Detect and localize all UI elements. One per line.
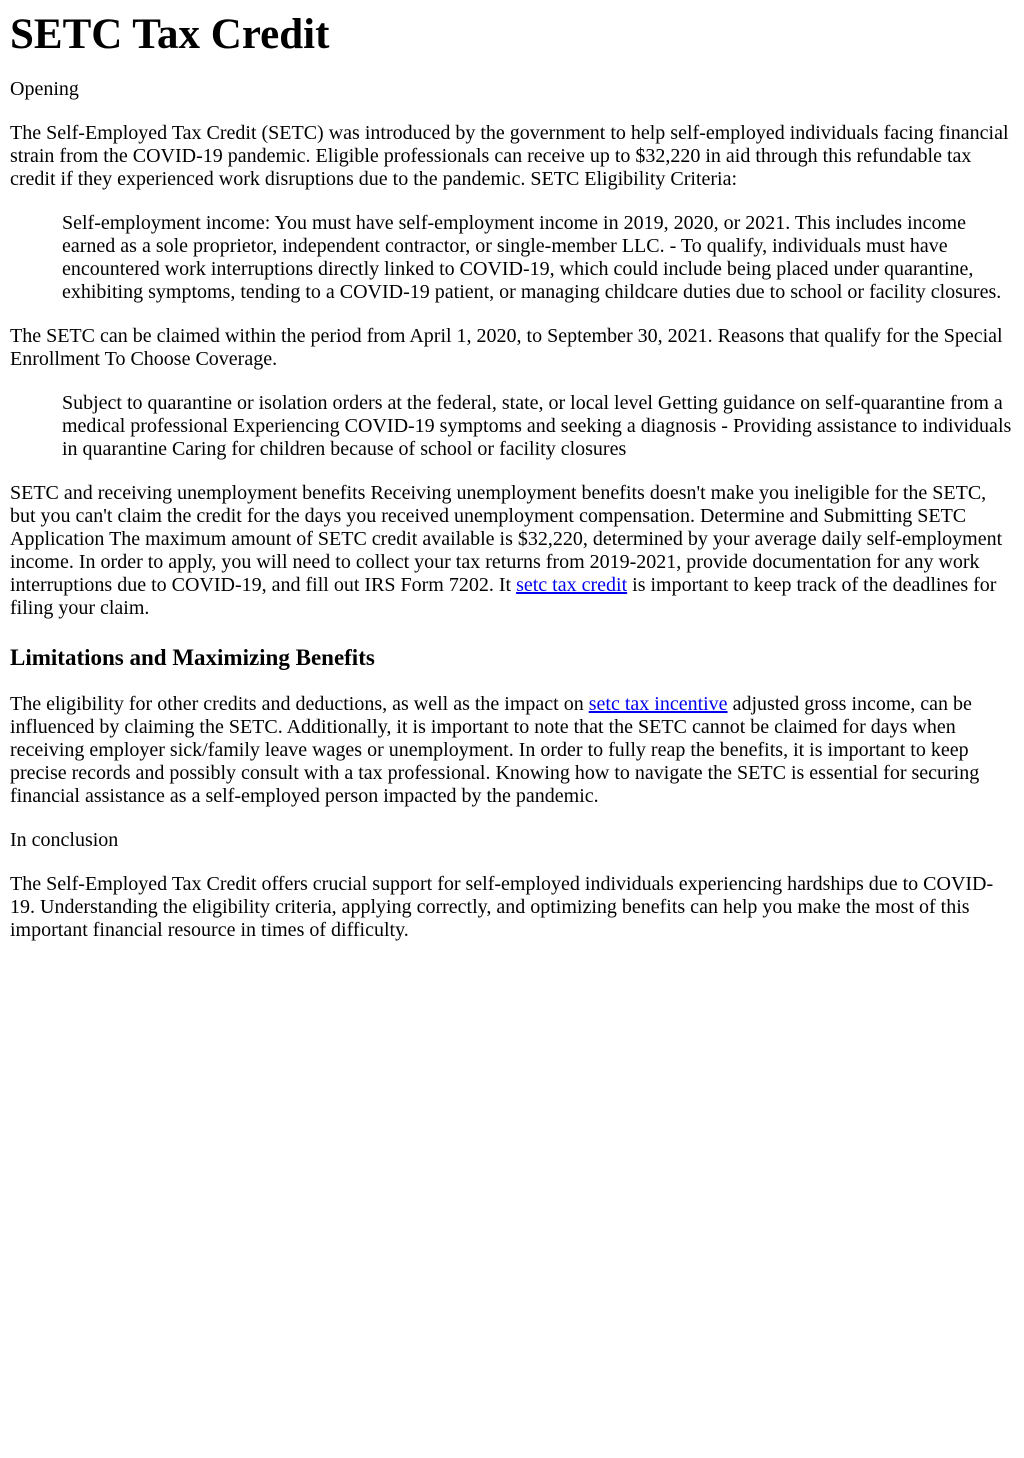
setc-tax-incentive-link[interactable]: setc tax incentive: [588, 693, 728, 715]
limitations-text-end: adjusted gross income, can be influenced by claiming the SETC. Additionally, it is important to note that the SETC cannot be claimed for days when receiving employer sick/family leave wages or unemployment. In order to fully reap the benefits, it is important to keep precise records and possibly consult with a tax professional. Knowing how to navigate the SETC is essential for securing financial assistance as a self-employed person impacted by the pandemic.: [10, 693, 980, 807]
page-title: SETC Tax Credit: [10, 11, 330, 58]
intro-paragraph: The Self-Employed Tax Credit (SETC) was introduced by the government to help self-employed individuals facing financial strain from the COVID-19 pandemic. Eligible professionals can receive up to $32,220 in aid through this refundable tax credit if they experienced work disruptions due to the pandemic. SETC Eligibility Criteria:: [10, 122, 1009, 190]
claim-period-paragraph: The SETC can be claimed within the period from April 1, 2020, to September 30, 2021. Reasons that qualify for the Special Enrollment To Choose Coverage.: [10, 325, 1003, 370]
section-heading: Limitations and Maximizing Benefits: [10, 645, 375, 670]
unemployment-paragraph: [10, 482, 1014, 620]
limitations-text-start: The eligibility for other credits and deductions, as well as the impact on: [10, 693, 589, 715]
opening-label: Opening: [10, 78, 79, 100]
limitations-paragraph: [10, 693, 1014, 808]
setc-tax-credit-link[interactable]: setc tax credit: [516, 574, 628, 596]
unemployment-text-start: SETC and receiving unemployment benefits Receiving unemployment benefits doesn't make you ineligible for the SETC, but you can't claim the credit for the days you received unemployment compensation. Determine and Submitting SETC Application The maximum amount of SETC credit available is $32,220, determined by your average daily self-employment income. In order to apply, you will need to collect your tax returns from 2019-2021, provide documentation for any work interruptions due to COVID-19, and fill out IRS Form 7202. It: [10, 482, 1003, 596]
conclusion-label: In conclusion: [10, 829, 119, 851]
conclusion-paragraph: The Self-Employed Tax Credit offers crucial support for self-employed individuals experiencing hardships due to COVID-19. Understanding the eligibility criteria, applying correctly, and optimizing benefits can help you make the most of this important financial resource in times of difficulty.: [10, 873, 994, 941]
unemployment-text-end: is important to keep track of the deadlines for filing your claim.: [10, 574, 997, 619]
qualifying-reasons-quote: Subject to quarantine or isolation orders at the federal, state, or local level Getting guidance on self-quarantine from a medical professional Experiencing COVID-19 symptoms and seeking a diagnosis - Providing assistance to individuals in quarantine Caring for children because of school or facility closures: [62, 392, 1012, 460]
eligibility-quote: Self-employment income: You must have self-employment income in 2019, 2020, or 2021. This includes income earned as a sole proprietor, independent contractor, or single-member LLC. - To qualify, individuals must have encountered work interruptions directly linked to COVID-19, which could include being placed under quarantine, exhibiting symptoms, tending to a COVID-19 patient, or managing childcare duties due to school or facility closures.: [62, 212, 1002, 303]
